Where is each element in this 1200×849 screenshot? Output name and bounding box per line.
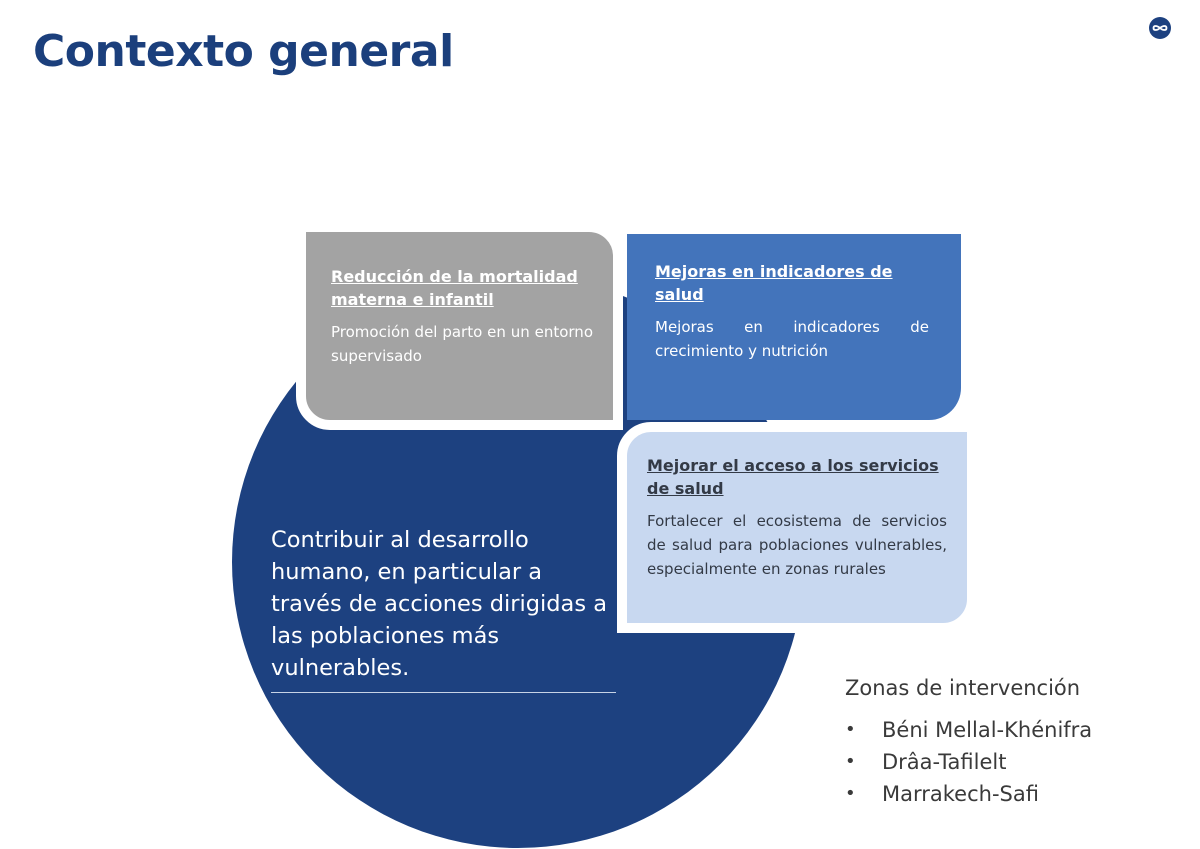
card-body: Mejoras en indicadores de crecimiento y nutrición (655, 318, 929, 360)
intervention-zones (845, 676, 1092, 810)
card-heading: Reducción de la mortalidad materna e infantil (331, 267, 578, 309)
card-body: Promoción del parto en un entorno supervisado (331, 323, 593, 365)
card-health-indicators (627, 234, 961, 420)
page-title: Contexto general (33, 26, 454, 77)
list-item: • Drâa-Tafilelt (845, 746, 1092, 778)
card-health-access (617, 422, 977, 633)
goal-statement: Contribuir al desarrollo humano, en particular a través de acciones dirigidas a las poblaciones más vulnerables. (271, 524, 616, 693)
list-item: • Béni Mellal-Khénifra (845, 714, 1092, 746)
card-heading: Mejoras en indicadores de salud (655, 262, 893, 304)
card-maternal-mortality (296, 222, 623, 430)
infinity-logo-icon (1148, 16, 1172, 40)
card-heading: Mejorar el acceso a los servicios de salud (647, 456, 939, 498)
zones-list (845, 714, 1092, 810)
list-item: • Marrakech-Safi (845, 778, 1092, 810)
zones-title: Zonas de intervención (845, 676, 1081, 700)
card-body: Fortalecer el ecosistema de servicios de salud para poblaciones vulnerables, especialmente en zonas rurales (647, 512, 947, 578)
